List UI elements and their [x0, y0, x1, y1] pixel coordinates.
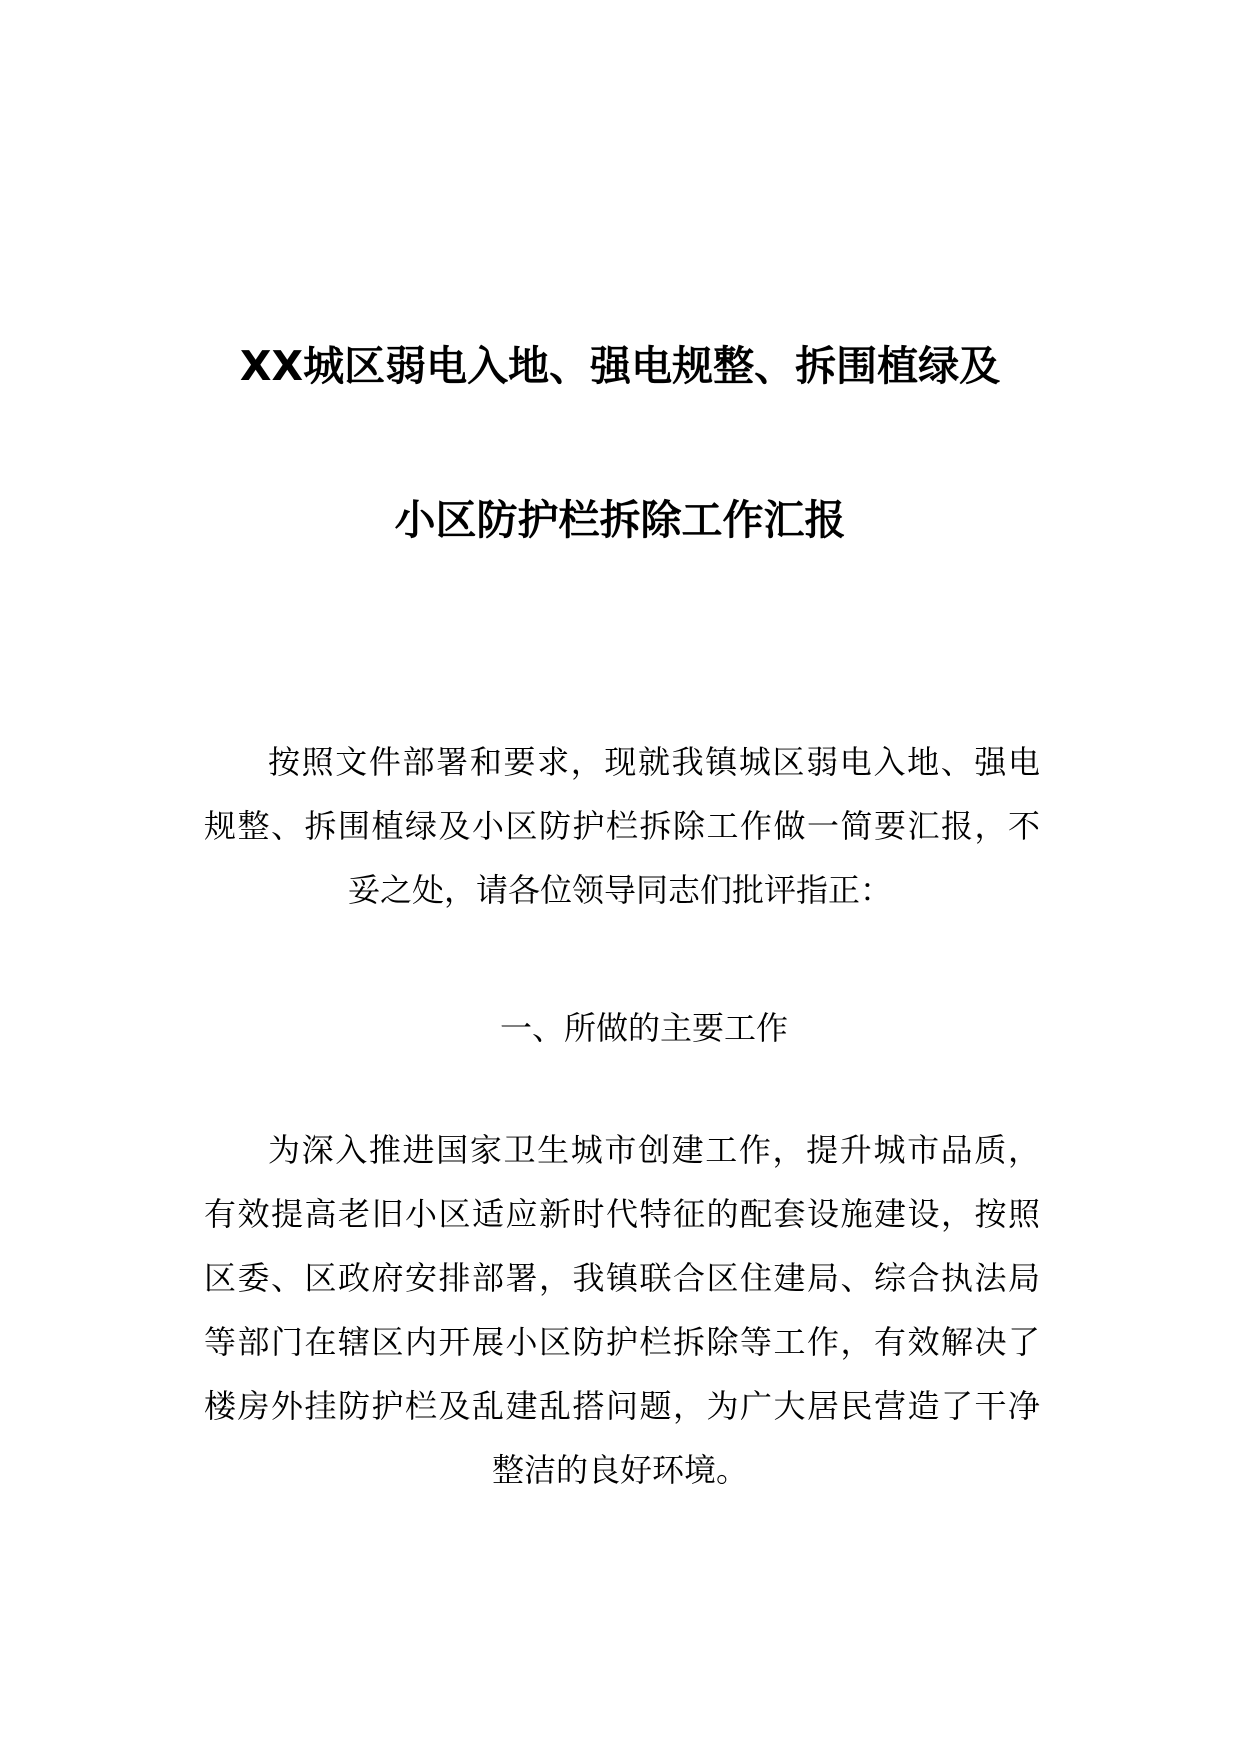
paragraph-line-6: 整洁的良好环境。 — [491, 1451, 748, 1489]
document-title-line-2: 小区防护栏拆除工作汇报 — [394, 496, 846, 544]
section-heading: 一、所做的主要工作 — [500, 1009, 789, 1047]
paragraph-line-3: 区委、区政府安排部署，我镇联合区住建局、综合执法局 — [204, 1259, 1040, 1297]
paragraph-line-4: 等部门在辖区内开展小区防护栏拆除等工作，有效解决了 — [204, 1323, 1040, 1361]
paragraph-line-2: 有效提高老旧小区适应新时代特征的配套设施建设，按照 — [204, 1195, 1040, 1233]
intro-line-1: 按照文件部署和要求，现就我镇城区弱电入地、强电 — [268, 743, 1040, 781]
document-title-line-1: XX城区弱电入地、强电规整、拆围植绿及 — [239, 342, 1001, 390]
intro-line-3: 妥之处，请各位领导同志们批评指正： — [347, 871, 892, 909]
paragraph-line-1: 为深入推进国家卫生城市创建工作，提升城市品质， — [268, 1131, 1040, 1169]
intro-line-2: 规整、拆围植绿及小区防护栏拆除工作做一简要汇报，不 — [204, 807, 1040, 845]
paragraph-line-5: 楼房外挂防护栏及乱建乱搭问题，为广大居民营造了干净 — [204, 1387, 1040, 1425]
